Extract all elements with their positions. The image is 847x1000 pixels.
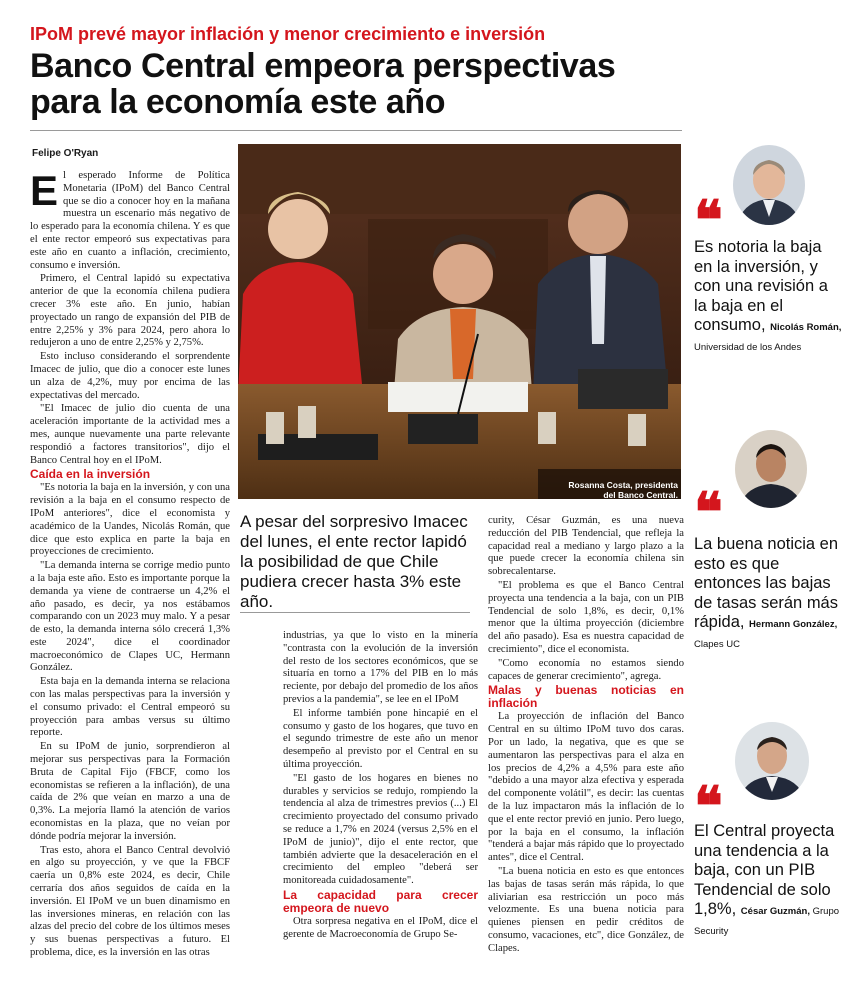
pull-quote-divider xyxy=(240,612,470,613)
quote-author: Hermann González, xyxy=(749,619,838,630)
header-divider xyxy=(30,130,682,131)
section-subheading: Malas y buenas noticias en inflación xyxy=(488,683,684,711)
paragraph: La proyección de inflación del Banco Central en su último IPoM tuvo dos caras. Por un lado, la negativa, que es que se aumentaron las perspectivas para el alza en los precios de 4,2% a 4,5% para este año "debido a una mayor alza efectiva y esperada del componente volátil", es decir: las cuentas de la luz impactaron más la inflación de lo que el ente rector previó en junio. Pero luego, por la baja en el consumo, la inflación "tenderá a bajar más rápido que lo proyectado antes", dice el Central. xyxy=(488,711,684,864)
paragraph: Primero, el Central lapidó su expectativa anterior de que la economía chilena pudiera crecer 3% este año. En junio, habían proyectado un rango de expansión del PIB de entre 2,25% y 3% para 2024, pero ahora lo redujeron a uno de entre 2,25% y 2,75%. xyxy=(30,273,230,349)
paragraph: Esto incluso considerando el sorprendente Imacec de julio, que dio a conocer este lunes un alza de 4,2%, muy por encima de las expectativas del mercado. xyxy=(30,351,230,401)
quote-org: Universidad de los Andes xyxy=(694,341,802,353)
paragraph: "La demanda interna se corrige medio punto a la baja este año. Esto es importante porque la demanda ya viene de contraerse un 4,2% el año pasado, es decir, ya nos estábamos comparando con un 2023 muy malo. Y a pesar de esto, la demanda interna sólo crecerá 1,3% este 2024", dice el coordinador macroeconómico de Clapes UC, Hermann González. xyxy=(30,560,230,674)
paragraph: "Es notoria la baja en la inversión, y con una revisión a la baja en el consumo respecto de IPoM anteriores", dice el economista y académico de la Uandes, Nicolás Román, que dice que esto explica en parte la baja en proyecciones de crecimiento. xyxy=(30,482,230,558)
quote-org: Grupo Security xyxy=(694,906,840,937)
paragraph: Tras esto, ahora el Banco Central devolvió en algo su proyección, y ve que la FBCF caería un 0,8% este 2024, es decir, Chile cerraría dos años seguidos de caída en la inversión. El IPoM ve un buen dinamismo en las inversiones mineras, en relación con las alzas del precio del cobre de los últimos meses y sus buenas perspectivas a futuro. El problema, dice, es la inversión en las otras xyxy=(30,844,230,959)
paragraph: "El Imacec de julio dio cuenta de una aceleración importante de la actividad mes a mes, aunque nuevamente una parte relevante respondió a factores transitorios", dijo el Banco Central hoy en el IPoM. xyxy=(30,403,230,466)
quote-author: Nicolás Román, xyxy=(770,322,842,333)
quote-mark-icon: ❛❛ xyxy=(694,480,717,544)
quote-author: César Guzmán, xyxy=(740,906,810,917)
article-column-3 xyxy=(488,515,684,990)
paragraph: "El gasto de los hogares en bienes no durables y servicios se redujo, rompiendo la tendencia al alza de trimestres previos (...) El crecimiento proyectado del consumo privado se reduce a 1,7% en 2024 (versus 2,5% en el IPoM de junio)", dijo el ente rector, que también advierte que la desaceleración en el crecimiento del empleo "deberá ser monitoreada cuidadosamente". xyxy=(283,772,478,887)
article-column-1 xyxy=(30,170,230,995)
paragraph: Esta baja en la demanda interna se relaciona con las malas perspectivas para la inversión y el consumo privado: el Central empeoró su proyección para ambas versus su último reporte. xyxy=(30,676,230,739)
quote-text: Es notoria la baja en la inversión, y con una revisión a la baja en el consumo, xyxy=(694,238,828,334)
section-subheading: Caída en la inversión xyxy=(30,467,151,482)
article-column-2 xyxy=(283,630,478,990)
quote-mark-icon: ❛❛ xyxy=(694,774,717,838)
photo-caption: Rosanna Costa, presidenta del Banco Central. xyxy=(568,480,678,500)
sidebar-quote-1 xyxy=(694,238,844,355)
photo-illustration xyxy=(238,144,681,499)
quote-text: El Central proyecta una tendencia a la baja, con un PIB Tendencial de solo 1,8%, xyxy=(694,822,835,918)
quote-mark-icon: ❛❛ xyxy=(694,188,717,252)
avatar xyxy=(735,430,807,508)
sidebar-quote-3 xyxy=(694,822,844,939)
section-subheading: La capacidad para crecer empeora de nuevo xyxy=(283,887,478,915)
paragraph: l esperado Informe de Política Monetaria (IPoM) del Banco Central que se dio a conocer hoy en la mañana muestra un escenario más negativo de lo esperado para la economía chilena. Y es que el ente rector empeoró sus expectativas para este año en cuanto a inflación, crecimiento, consumo e inversión. xyxy=(30,170,230,271)
sidebar-quote-2 xyxy=(694,535,844,652)
paragraph: El informe también pone hincapié en el consumo y gasto de los hogares, que tuvo en el segundo trimestre de este año un menor desempeño al previsto por el Central en su última proyección. xyxy=(283,707,478,770)
article-kicker: IPoM prevé mayor inflación y menor crecimiento e inversión xyxy=(30,24,546,44)
avatar xyxy=(733,145,805,225)
drop-cap: E xyxy=(30,170,59,214)
paragraph: curity, César Guzmán, es una nueva reducción del PIB Tendencial, que refleja la capacidad real a mediano y largo plazo a la que puede crecer la economía chilena sin sobrecalentarse. xyxy=(488,515,684,578)
pull-quote: A pesar del sorpresivo Imacec del lunes, el ente rector lapidó la posibilidad de que Chile pudiera crecer hasta 3% este año. xyxy=(240,512,468,611)
avatar xyxy=(735,722,809,800)
paragraph: "El problema es que el Banco Central proyecta una tendencia a la baja, con un PIB Tendencial de solo 1,8%, es decir, 0,1% menor que la última proyección (diciembre del año pasado). Esa es nuestra capacidad de crecimiento", dice el economista. xyxy=(488,579,684,655)
paragraph: "Como economía no estamos siendo capaces de generar crecimiento", agrega. xyxy=(488,657,684,682)
quote-text: La buena noticia en esto es que entonces las bajas de tasas serán más rápida, xyxy=(694,535,839,631)
paragraph: Otra sorpresa negativa en el IPoM, dice el gerente de Macroeconomía de Grupo Se- xyxy=(283,915,478,940)
paragraph: industrias, ya que lo visto en la minería "contrasta con la evolución de la inversión del resto de los sectores económicos, que se situaría en torno a 17% del PIB en lo más reciente, por debajo del promedio de los años previos a la pandemia", se lee en el IPoM xyxy=(283,630,478,705)
article-headline: Banco Central empeora perspectivas para la economía este año xyxy=(30,47,616,121)
paragraph: En su IPoM de junio, sorprendieron al mejorar sus perspectivas para la Formación Bruta de Capital Fijo (FBCF, como los economistas se refieren a la inflación), de una caída de 2% que veían en marzo a una de 0,3%. La mejoría llamó la atención de varios economistas en la plaza, que no veían por dónde podría mejorar la inversión. xyxy=(30,741,230,842)
quote-org: Clapes UC xyxy=(694,638,740,650)
paragraph: "La buena noticia en esto es que entonces las bajas de tasas serán más rápida, lo que aliviarian esa restricción un poco más velozmente. Es una buena noticia para quienes piensen en pedir créditos de consumo, vacaciones, etc", dice González, de Clapes. xyxy=(488,865,684,954)
article-photo xyxy=(238,144,681,499)
article-byline: Felipe O'Ryan xyxy=(32,148,99,159)
